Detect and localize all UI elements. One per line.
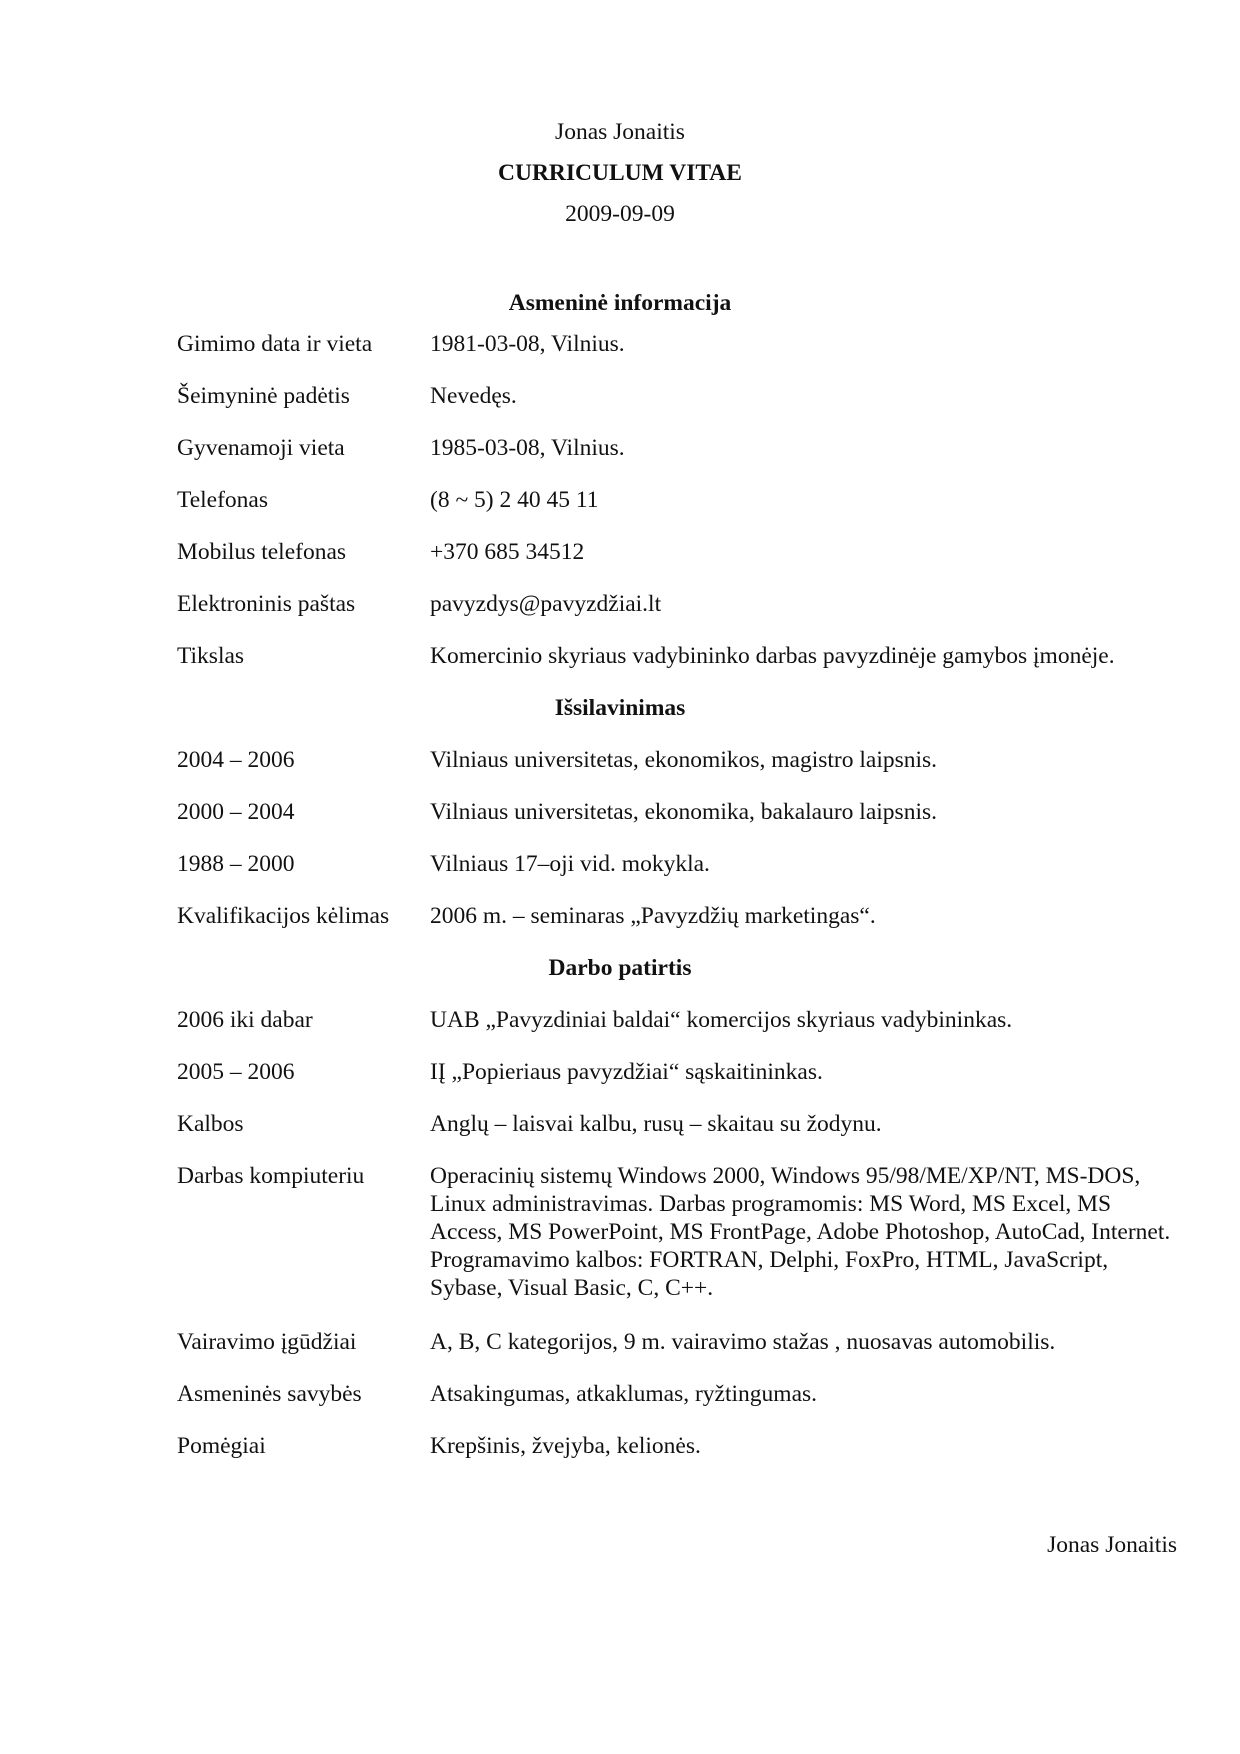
row-label: Kalbos bbox=[177, 1111, 244, 1137]
row-value: pavyzdys@pavyzdžiai.lt bbox=[430, 591, 662, 617]
row-value: Atsakingumas, atkaklumas, ryžtingumas. bbox=[430, 1381, 818, 1407]
author-name: Jonas Jonaitis bbox=[555, 119, 685, 145]
row-value: Vilniaus universitetas, ekonomikos, magistro laipsnis. bbox=[430, 747, 938, 773]
document-title: CURRICULUM VITAE bbox=[498, 160, 742, 186]
row-label: Elektroninis paštas bbox=[177, 591, 356, 617]
row-label: Telefonas bbox=[177, 487, 269, 513]
row-label: 2005 – 2006 bbox=[177, 1059, 295, 1085]
section-heading-education: Išsilavinimas bbox=[554, 695, 686, 721]
row-value: 1985-03-08, Vilnius. bbox=[430, 435, 625, 461]
row-label: Pomėgiai bbox=[177, 1433, 266, 1459]
row-value: Vilniaus 17–oji vid. mokykla. bbox=[430, 851, 710, 877]
row-label: Vairavimo įgūdžiai bbox=[177, 1329, 357, 1355]
row-value: IĮ „Popieriaus pavyzdžiai“ sąskaitininkas. bbox=[430, 1059, 823, 1085]
section-heading-personal: Asmeninė informacija bbox=[508, 290, 732, 316]
row-value: Komercinio skyriaus vadybininko darbas pavyzdinėje gamybos įmonėje. bbox=[430, 643, 1115, 669]
row-label: Gimimo data ir vieta bbox=[177, 331, 373, 357]
signature-name: Jonas Jonaitis bbox=[1047, 1532, 1177, 1558]
row-label: Gyvenamoji vieta bbox=[177, 435, 345, 461]
row-value: Operacinių sistemų Windows 2000, Windows 95/98/ME/XP/NT, MS-DOS, Linux administravimas. Darbas programomis: MS Word, MS Excel, MS Access, MS PowerPoint, MS FrontPage, Adobe Photoshop, AutoCad, Internet. Programavimo kalbos: FORTRAN, Delphi, FoxPro, HTML, JavaScript, Sybase, Visual Basic, C, C++. bbox=[430, 1163, 1171, 1301]
section-heading-work: Darbo patirtis bbox=[548, 955, 692, 981]
row-label: Darbas kompiuteriu bbox=[177, 1163, 365, 1189]
row-label: 2006 iki dabar bbox=[177, 1007, 313, 1033]
row-label: Mobilus telefonas bbox=[177, 539, 347, 565]
row-label: Šeimyninė padėtis bbox=[177, 383, 350, 409]
row-label: 1988 – 2000 bbox=[177, 851, 295, 877]
row-label: 2004 – 2006 bbox=[177, 747, 295, 773]
row-value: Anglų – laisvai kalbu, rusų – skaitau su žodynu. bbox=[430, 1111, 882, 1137]
row-value: 1981-03-08, Vilnius. bbox=[430, 331, 625, 357]
row-label: 2000 – 2004 bbox=[177, 799, 295, 825]
row-value: Vilniaus universitetas, ekonomika, bakalauro laipsnis. bbox=[430, 799, 937, 825]
row-value: UAB „Pavyzdiniai baldai“ komercijos skyriaus vadybininkas. bbox=[430, 1007, 1013, 1033]
row-value: Krepšinis, žvejyba, kelionės. bbox=[430, 1433, 701, 1459]
row-label: Kvalifikacijos kėlimas bbox=[177, 903, 390, 929]
row-value: 2006 m. – seminaras „Pavyzdžių marketingas“. bbox=[430, 903, 876, 929]
row-value: A, B, C kategorijos, 9 m. vairavimo stažas , nuosavas automobilis. bbox=[430, 1329, 1056, 1355]
row-value: +370 685 34512 bbox=[430, 539, 585, 565]
row-value: Nevedęs. bbox=[430, 383, 517, 409]
row-value: (8 ~ 5) 2 40 45 11 bbox=[430, 487, 599, 513]
document-date: 2009-09-09 bbox=[565, 201, 675, 227]
row-label: Asmeninės savybės bbox=[177, 1381, 362, 1407]
row-label: Tikslas bbox=[177, 643, 245, 669]
